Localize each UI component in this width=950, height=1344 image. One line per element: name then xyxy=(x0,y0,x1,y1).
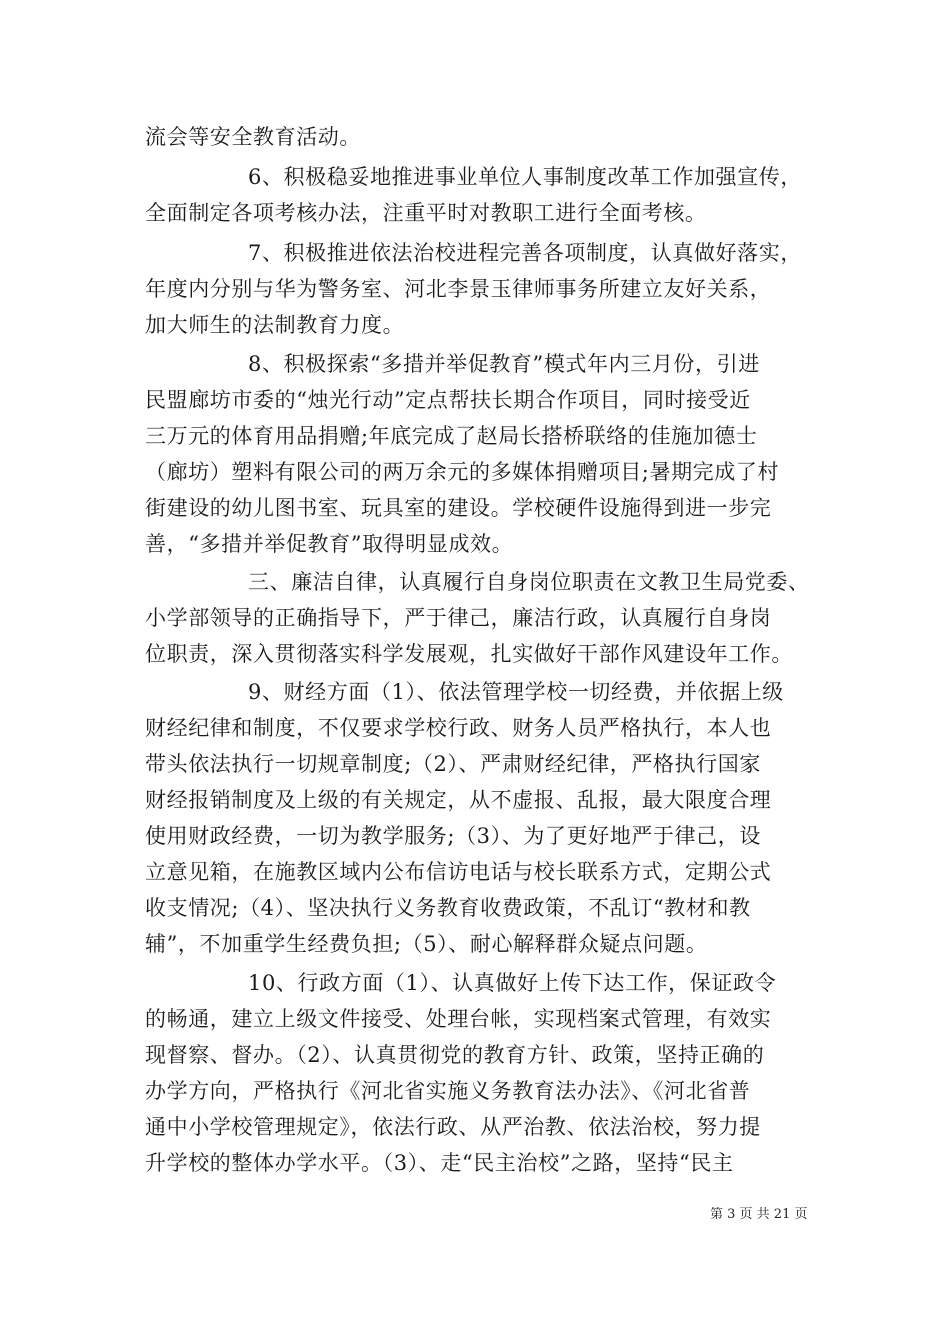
text-line: 位职责，深入贯彻落实科学发展观，扎实做好干部作风建设年工作。 xyxy=(145,642,793,666)
text-line: 8、积极探索“多措并举促教育”模式年内三月份，引进 xyxy=(248,352,760,376)
text-line: 流会等安全教育活动。 xyxy=(145,125,361,149)
text-line: 收支情况;（4）、坚决执行义务教育收费政策，不乱订“教材和教 xyxy=(145,896,751,920)
text-line: 9、财经方面（1）、依法管理学校一切经费，并依据上级 xyxy=(248,680,784,704)
text-line: （廊坊）塑料有限公司的两万余元的多媒体捐赠项目;暑期完成了村 xyxy=(145,460,780,484)
text-line: 财经报销制度及上级的有关规定，从不虚报、乱报，最大限度合理 xyxy=(145,788,772,812)
text-line: 通中小学校管理规定》，依法行政、从严治教、依法治校，努力提 xyxy=(145,1115,761,1139)
text-line: 三万元的体育用品捐赠;年底完成了赵局长搭桥联络的佳施加德士 xyxy=(145,424,758,448)
text-line: 的畅通，建立上级文件接受、处理台帐，实现档案式管理，有效实 xyxy=(145,1007,772,1031)
text-line: 升学校的整体办学水平。（3）、走“民主治校”之路，坚持“民主 xyxy=(145,1151,734,1175)
text-line: 三、廉洁自律，认真履行自身岗位职责在文教卫生局党委、 xyxy=(248,570,810,594)
text-line: 7、积极推进依法治校进程完善各项制度，认真做好落实， xyxy=(248,241,802,265)
text-line: 善，“多措并举促教育”取得明显成效。 xyxy=(145,532,514,556)
text-line: 小学部领导的正确指导下，严于律己，廉洁行政，认真履行自身岗 xyxy=(145,606,772,630)
text-line: 办学方向，严格执行《河北省实施义务教育法办法》、《河北省普 xyxy=(145,1079,751,1103)
text-line: 使用财政经费，一切为教学服务;（3）、为了更好地严于律己，设 xyxy=(145,824,761,848)
text-line: 全面制定各项考核办法，注重平时对教职工进行全面考核。 xyxy=(145,201,707,225)
text-line: 立意见箱，在施教区域内公布信访电话与校长联系方式，定期公式 xyxy=(145,860,772,884)
text-line: 加大师生的法制教育力度。 xyxy=(145,313,405,337)
page-number-footer: 第 3 页 共 21 页 xyxy=(710,1207,808,1222)
text-line: 民盟廊坊市委的“烛光行动”定点帮扶长期合作项目，同时接受近 xyxy=(145,388,751,412)
text-line: 带头依法执行一切规章制度;（2）、严肃财经纪律，严格执行国家 xyxy=(145,752,761,776)
text-line: 街建设的幼儿图书室、玩具室的建设。学校硬件设施得到进一步完 xyxy=(145,496,772,520)
text-line: 财经纪律和制度，不仅要求学校行政、财务人员严格执行，本人也 xyxy=(145,716,772,740)
text-line: 辅”，不加重学生经费负担;（5）、耐心解释群众疑点问题。 xyxy=(145,932,708,956)
text-line: 年度内分别与华为警务室、河北李景玉律师事务所建立友好关系， xyxy=(145,277,772,301)
text-line: 现督察、督办。（2）、认真贯彻党的教育方针、政策，坚持正确的 xyxy=(145,1043,765,1067)
text-line: 10、行政方面（1）、认真做好上传下达工作，保证政令 xyxy=(248,971,777,995)
text-line: 6、积极稳妥地推进事业单位人事制度改革工作加强宣传， xyxy=(248,165,802,189)
